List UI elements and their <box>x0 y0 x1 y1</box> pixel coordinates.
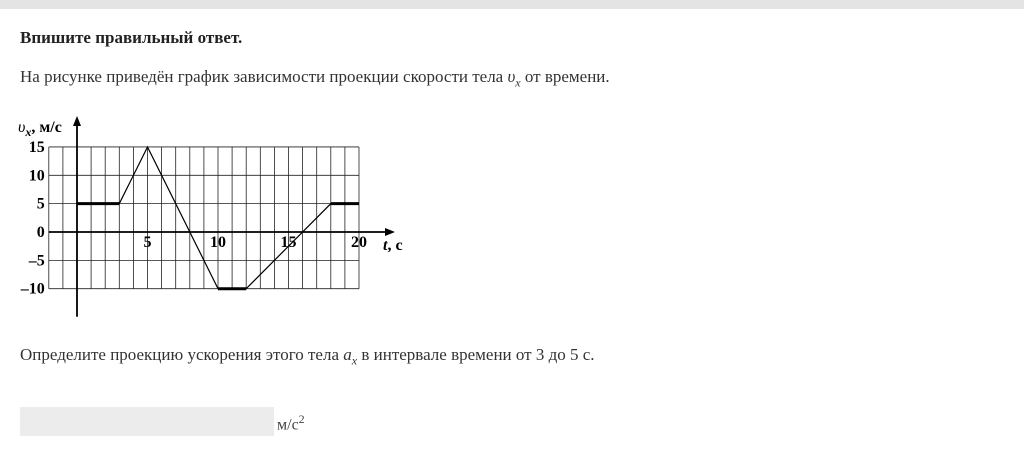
y-axis-label: $\upsilon_x$, м/с <box>18 119 62 139</box>
x-tick-label: 20 <box>351 234 367 251</box>
y-axis-arrow <box>73 116 81 126</box>
instruction-text: Впишите правильный ответ. <box>20 28 243 47</box>
x-tick-label: 10 <box>210 234 226 251</box>
answer-unit: $м/с^2$ <box>277 412 305 434</box>
x-tick-label: 5 <box>143 234 152 251</box>
acceleration-symbol: $a_x$ <box>343 345 358 368</box>
task-text-after: в интервале времени от 3 до 5 с. <box>361 345 595 364</box>
chart-axes <box>49 116 395 317</box>
x-axis-label: t, с <box>383 237 403 254</box>
y-tick-label: 0 <box>36 224 45 241</box>
question-text-before: На рисунке приведён график зависимости проекции скорости тела <box>20 67 504 86</box>
velocity-chart <box>16 114 416 320</box>
top-bar <box>0 0 1024 9</box>
task-text <box>20 345 595 368</box>
y-tick-label: –10 <box>20 280 45 298</box>
answer-input[interactable] <box>20 407 274 436</box>
chart-grid <box>49 147 359 289</box>
y-tick-label: 5 <box>36 195 45 213</box>
y-tick-label: 10 <box>28 167 45 185</box>
x-tick-label: 15 <box>280 234 297 251</box>
x-axis-arrow <box>385 228 395 236</box>
question-text <box>20 67 610 90</box>
y-tick-label: –5 <box>28 252 45 270</box>
y-tick-label: 15 <box>28 138 45 156</box>
question-text-after: от времени. <box>524 67 610 86</box>
velocity-symbol: $\upsilon_x$ <box>507 67 521 90</box>
task-text-before: Определите проекцию ускорения этого тела <box>20 345 340 364</box>
